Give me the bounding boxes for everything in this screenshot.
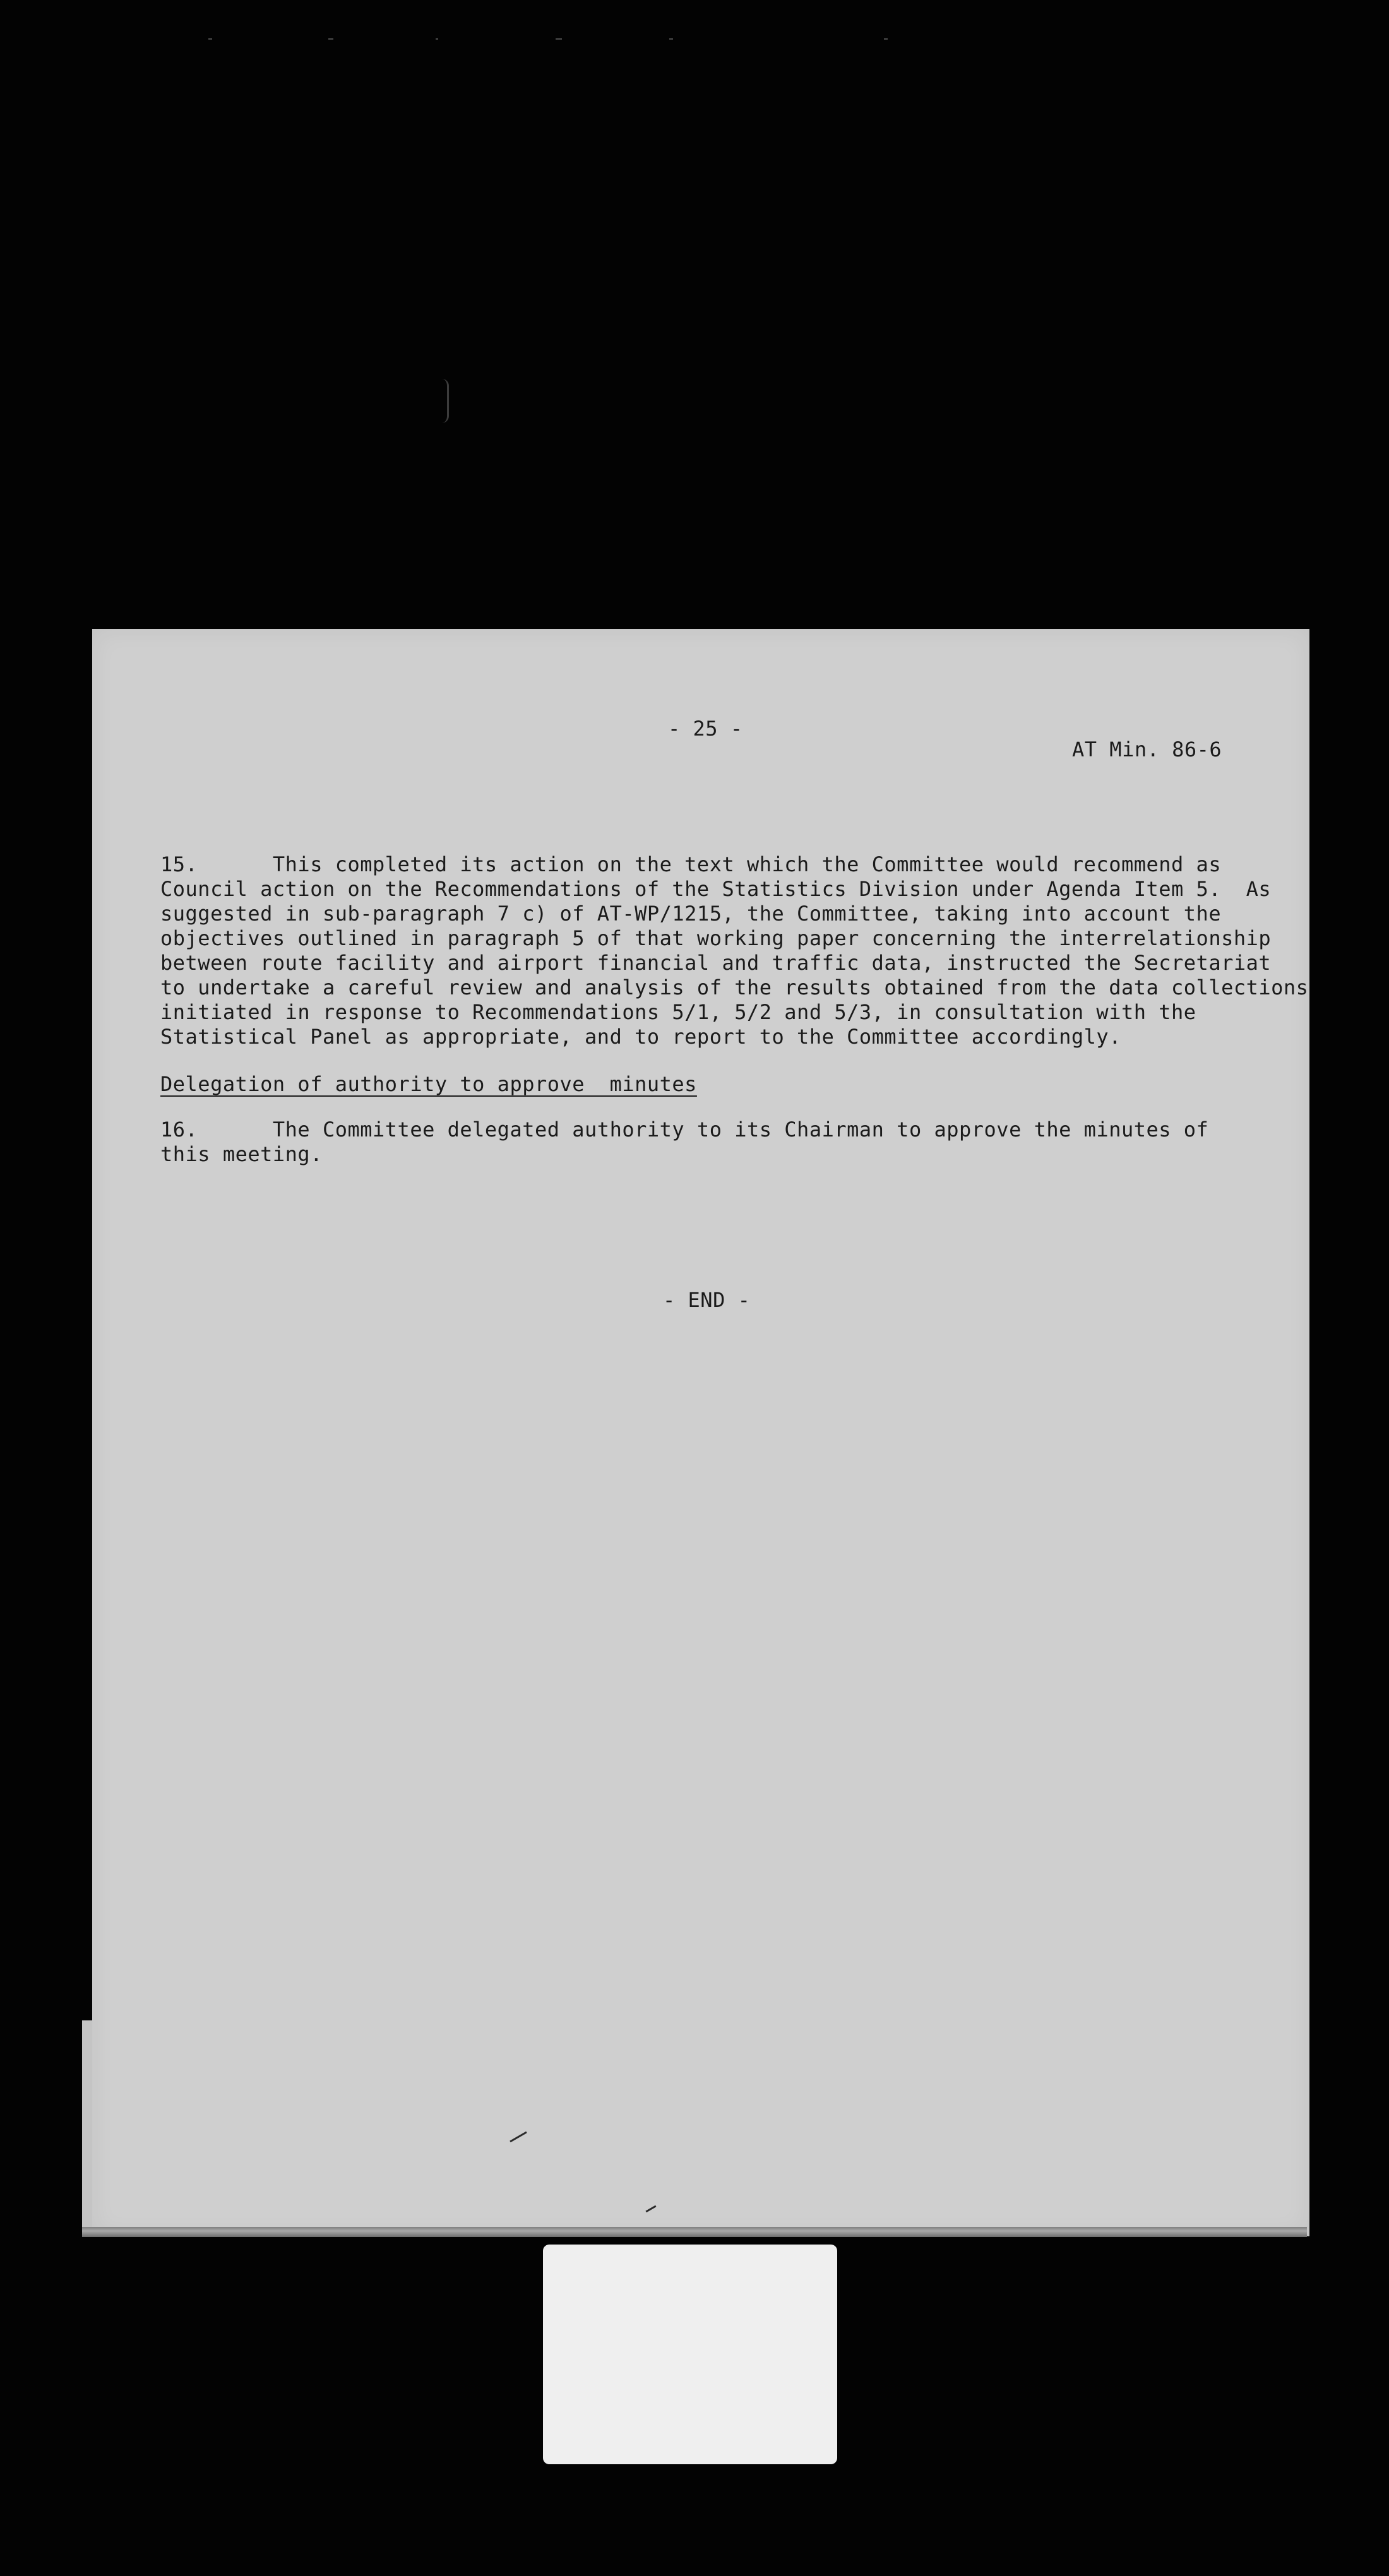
end-marker: - END -: [663, 1288, 751, 1312]
section-heading: Delegation of authority to approve minutes: [160, 1072, 697, 1096]
paragraph-line: Statistical Panel as appropriate, and to report to the Committee accordingly.: [160, 1025, 1121, 1049]
paragraph-line: suggested in sub-paragraph 7 c) of AT-WP/1215, the Committee, taking into account the: [160, 902, 1222, 926]
page-bottom-edge: [82, 2227, 1307, 2237]
blank-label-card: [543, 2245, 837, 2464]
paragraph-line: initiated in response to Recommendations 5/1, 5/2 and 5/3, in consultation with the: [160, 1000, 1196, 1024]
paragraph-line: this meeting.: [160, 1142, 323, 1166]
scan-edge-artifact: [442, 379, 449, 423]
paragraph-line: objectives outlined in paragraph 5 of that working paper concerning the interrelationship: [160, 926, 1272, 950]
scan-top-artifacts: [0, 25, 1389, 51]
paragraph-line: Council action on the Recommendations of the Statistics Division under Agenda Item 5. As: [160, 877, 1272, 901]
paragraph-line: to undertake a careful review and analysis of the results obtained from the data collections: [160, 975, 1309, 999]
paragraph-line: 16. The Committee delegated authority to its Chairman to approve the minutes of: [160, 1118, 1209, 1142]
document-reference: AT Min. 86-6: [1072, 737, 1222, 761]
paragraph-line: between route facility and airport financial and traffic data, instructed the Secretariat: [160, 951, 1272, 975]
paragraph-15: [160, 852, 1308, 1049]
paragraph-16: [160, 1118, 1208, 1167]
paragraph-line: 15. This completed its action on the text which the Committee would recommend as: [160, 852, 1222, 876]
page-number: - 25 -: [668, 717, 743, 741]
